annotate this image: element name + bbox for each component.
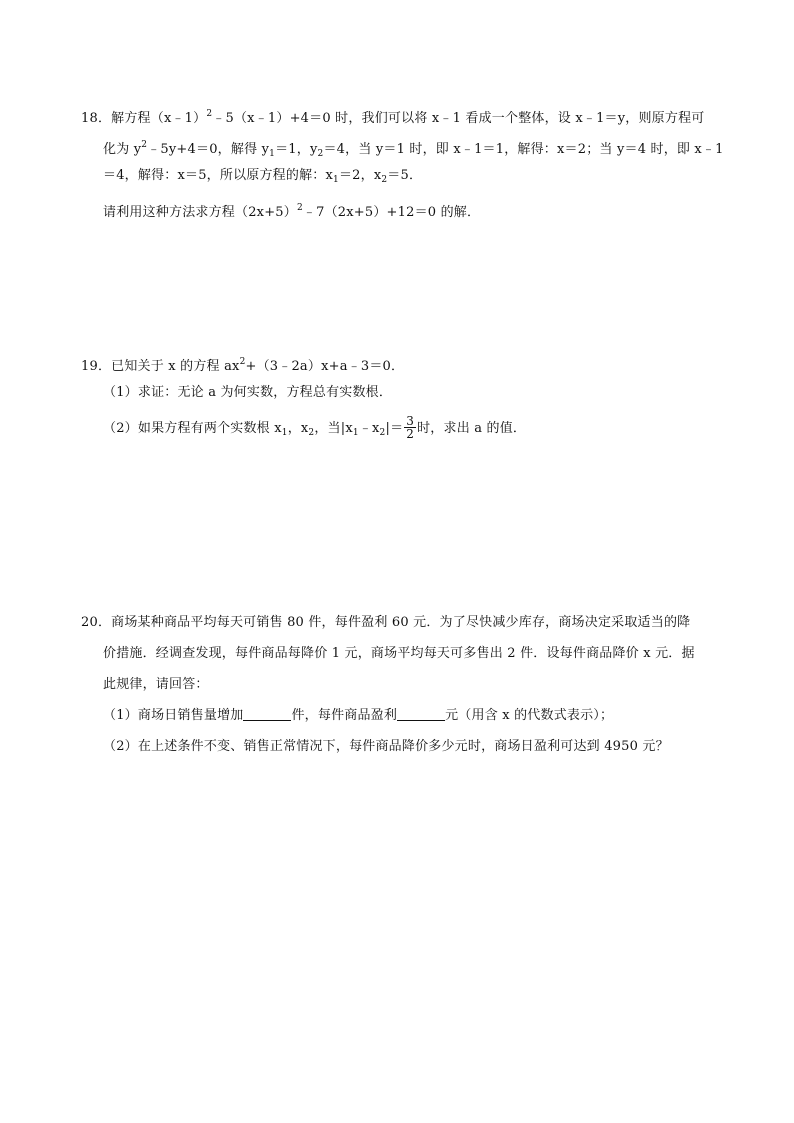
q19-text: ，x: [287, 421, 309, 436]
subscript: 1: [333, 175, 339, 185]
q18-text: 化为 y: [103, 142, 142, 157]
q19-part-2: [103, 414, 526, 448]
q18-text: ＝4，解得：x＝5，所以原方程的解：x: [103, 168, 334, 183]
subscript: 1: [269, 149, 276, 159]
q20-text: 件，每件商品盈利: [291, 708, 398, 723]
q18-text: 18．解方程（x﹣1）: [81, 111, 207, 126]
q18-text: ﹣7（2x+5）+12＝0 的解．: [302, 205, 481, 220]
q19-part-1: [103, 384, 392, 402]
superscript: 2: [239, 357, 246, 367]
q19-line-1: [81, 353, 404, 376]
q18-line-1: [81, 105, 704, 128]
q20-text: 元（用含 x 的代数式表示）；: [445, 708, 614, 723]
q18-text: ＝4，当 y＝1 时，即 x﹣1＝1，解得：x＝2；当 y＝4 时，即 x﹣1: [323, 142, 724, 157]
q20-text: （2）在上述条件不变、销售正常情况下，每件商品降价多少元时，商场日盈利可达到 4950 元？: [103, 739, 669, 754]
q20-text: 20．商场某种商品平均每天可销售 80 件，每件盈利 60 元．为了尽快减少库存，商场决定采取适当的降: [81, 615, 691, 630]
q19-text: |＝: [385, 421, 404, 436]
q18-line-2: [103, 136, 724, 163]
q19-text: 19．已知关于 x 的方程 ax: [81, 359, 240, 374]
fraction: [404, 415, 416, 440]
q19-text: （1）求证：无论 a 为何实数，方程总有实数根．: [103, 385, 393, 400]
subscript: 1: [352, 428, 359, 438]
q20-line-2: [103, 645, 695, 663]
q18-text: 请利用这种方法求方程（2x+5）: [103, 205, 297, 220]
q20-text: （1）商场日销售量增加: [103, 708, 244, 723]
q19-text: ，当|x: [314, 421, 353, 436]
subscript: 2: [308, 428, 315, 438]
q19-text: ﹣x: [358, 421, 380, 436]
q18-text: ＝2，x: [338, 168, 382, 183]
subscript: 2: [381, 175, 388, 185]
fraction-denominator: 2: [406, 427, 415, 441]
q19-text: +（3﹣2a）x+a﹣3＝0．: [245, 359, 405, 374]
subscript: 2: [379, 428, 386, 438]
q18-line-4: [103, 199, 480, 222]
subscript: 1: [281, 428, 288, 438]
answer-blank[interactable]: [243, 708, 291, 721]
answer-blank[interactable]: [397, 708, 445, 721]
q20-part-1: [103, 707, 613, 725]
fraction-numerator: 3: [406, 414, 415, 428]
q18-text: ﹣5y+4＝0，解得 y: [147, 142, 270, 157]
subscript: 2: [317, 149, 324, 159]
q20-line-3: [103, 676, 209, 694]
q20-text: 价措施．经调查发现，每件商品每降价 1 元，商场平均每天可多售出 2 件．设每件商品降价 x 元．据: [103, 646, 695, 661]
q19-text: （2）如果方程有两个实数根 x: [103, 421, 282, 436]
q18-text: ＝5．: [387, 168, 423, 183]
q18-line-3: [103, 167, 422, 189]
q19-text: 时，求出 a 的值．: [417, 421, 527, 436]
superscript: 2: [141, 140, 148, 150]
superscript: 2: [206, 109, 213, 119]
q20-line-1: [81, 614, 690, 632]
q18-text: ＝1，y: [275, 142, 318, 157]
q18-text: ﹣5（x﹣1）+4＝0 时，我们可以将 x﹣1 看成一个整体，设 x﹣1＝y，则原方程可: [212, 111, 705, 126]
superscript: 2: [296, 203, 303, 213]
q20-part-2: [103, 738, 669, 756]
q20-text: 此规律，请回答：: [103, 677, 209, 692]
